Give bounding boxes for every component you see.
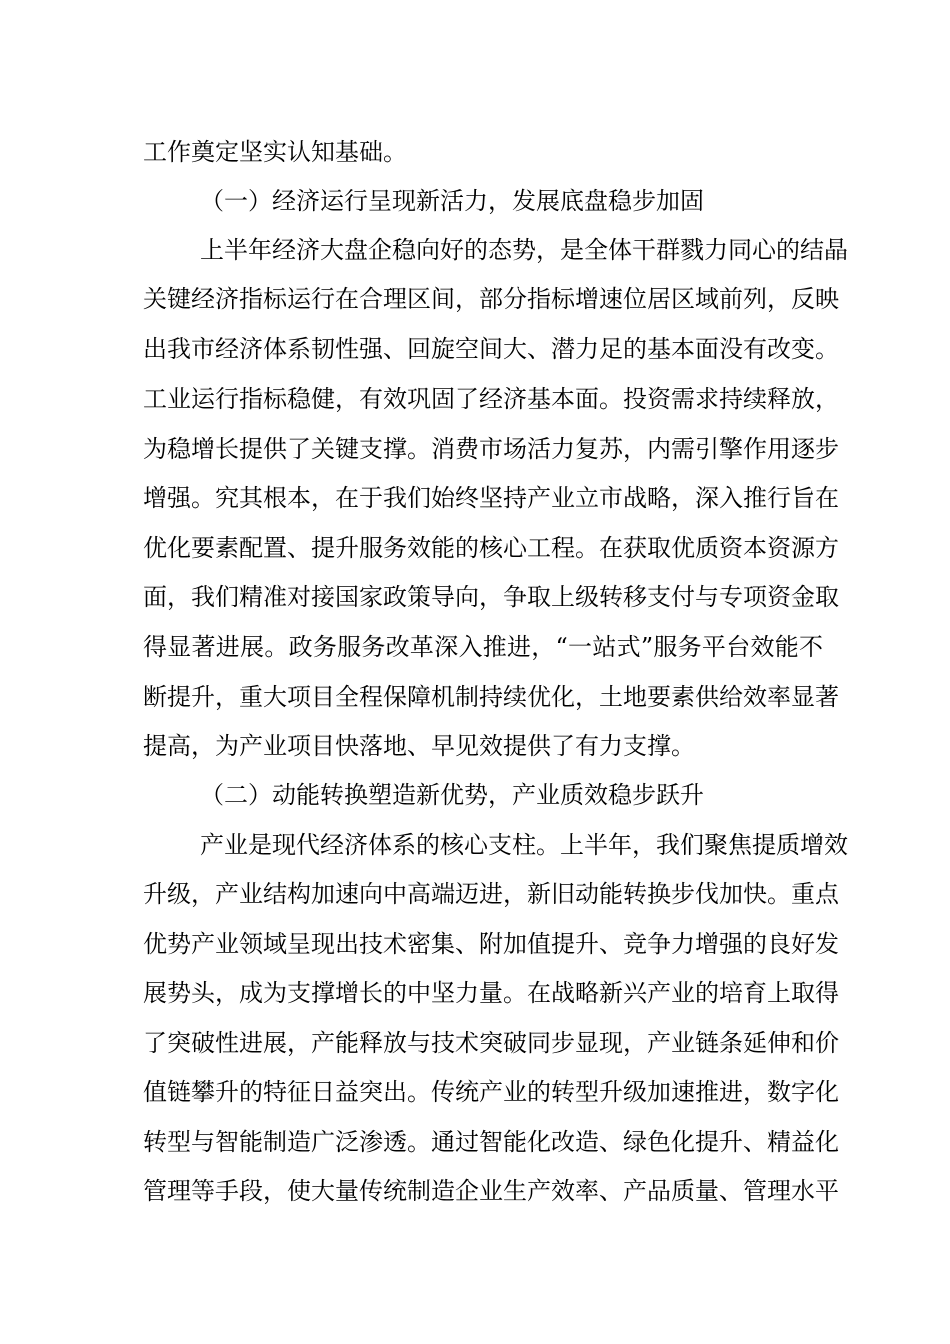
paragraph-line: 工作奠定坚实认知基础。	[143, 138, 407, 166]
paragraph-line: 管理等手段，使大量传统制造企业生产效率、产品质量、管理水平	[143, 1177, 839, 1205]
paragraph-line: 转型与智能制造广泛渗透。通过智能化改造、绿色化提升、精益化	[143, 1128, 839, 1156]
paragraph-line: 为稳增长提供了关键支撑。消费市场活力复苏，内需引擎作用逐步	[143, 435, 839, 463]
paragraph-line: 值链攀升的特征日益突出。传统产业的转型升级加速推进，数字化	[143, 1078, 839, 1106]
paragraph-line: 面，我们精准对接国家政策导向，争取上级转移支付与专项资金取	[143, 583, 839, 611]
section-heading-1: （一）经济运行呈现新活力，发展底盘稳步加固	[200, 187, 704, 215]
paragraph-line: 增强。究其根本，在于我们始终坚持产业立市战略，深入推行旨在	[143, 484, 839, 512]
paragraph-line: 上半年经济大盘企稳向好的态势，是全体干群戮力同心的结晶	[200, 236, 848, 264]
paragraph-line: 得显著进展。政务服务改革深入推进，“一站式”服务平台效能不	[143, 633, 823, 661]
section-heading-2: （二）动能转换塑造新优势，产业质效稳步跃升	[200, 781, 704, 809]
paragraph-line: 升级，产业结构加速向中高端迈进，新旧动能转换步伐加快。重点	[143, 880, 839, 908]
paragraph-line: 工业运行指标稳健，有效巩固了经济基本面。投资需求持续释放，	[143, 385, 839, 413]
paragraph-line: 了突破性进展，产能释放与技术突破同步显现，产业链条延伸和价	[143, 1029, 839, 1057]
paragraph-line: 优势产业领域呈现出技术密集、附加值提升、竞争力增强的良好发	[143, 930, 839, 958]
paragraph-line: 出我市经济体系韧性强、回旋空间大、潜力足的基本面没有改变。	[143, 335, 839, 363]
paragraph-line: 产业是现代经济体系的核心支柱。上半年，我们聚焦提质增效	[200, 831, 848, 859]
paragraph-line: 关键经济指标运行在合理区间，部分指标增速位居区域前列，反映	[143, 285, 839, 313]
paragraph-line: 断提升，重大项目全程保障机制持续优化，土地要素供给效率显著	[143, 683, 839, 711]
paragraph-line: 提高，为产业项目快落地、早见效提供了有力支撑。	[143, 732, 695, 760]
paragraph-line: 展势头，成为支撑增长的中坚力量。在战略新兴产业的培育上取得	[143, 979, 839, 1007]
paragraph-line: 优化要素配置、提升服务效能的核心工程。在获取优质资本资源方	[143, 534, 839, 562]
